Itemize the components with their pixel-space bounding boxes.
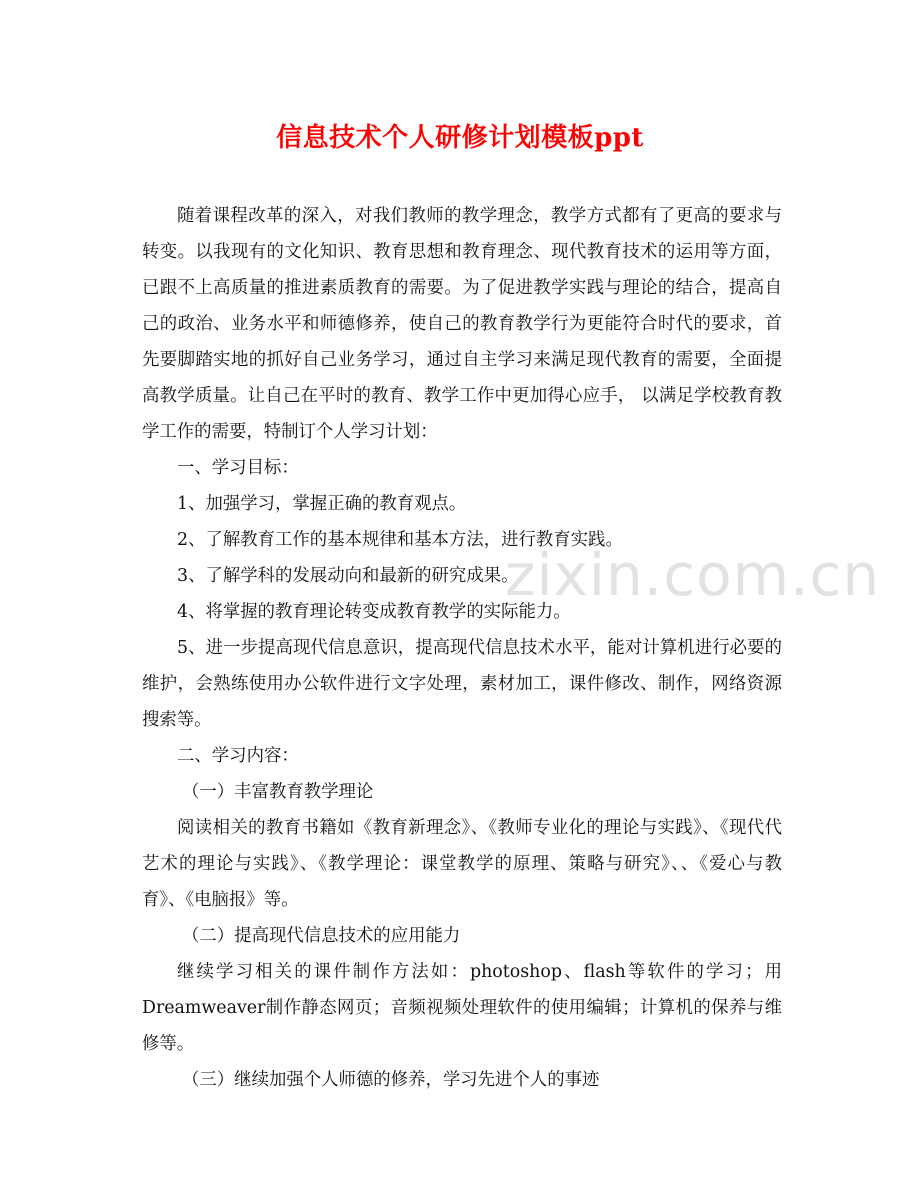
content-paragraph: 阅读相关的教育书籍如《教育新理念》、《教师专业化的理论与实践》、《现代代艺术的理论与实践》、《教学理论：课堂教学的原理、策略与研究》、、《爱心与教育》、《电脑报》等。	[142, 818, 782, 910]
goal-item: 2、了解教育工作的基本规律和基本方法，进行教育实践。	[177, 530, 623, 550]
intro-paragraph: 随着课程改革的深入，对我们教师的教学理念，教学方式都有了更高的要求与转变。以我现有的文化知识、教育思想和教育理念、现代教育技术的运用等方面，已跟不上高质量的推进素质教育的需要。为了促进教学实践与理论的结合，提高自己的政治、业务水平和师德修养，使自己的教育教学行为更能符合时代的要求，首先要脚踏实地的抓好自己业务学习，通过自主学习来满足现代教育的需要，全面提高教学质量。让自己在平时的教育、教学工作中更加得心应手， 以满足学校教育教学工作的需要，特制订个人学习计划：	[142, 206, 782, 442]
document-title: 信息技术个人研修计划模板ppt	[276, 123, 644, 153]
section-heading-content: 二、学习内容：	[177, 746, 299, 766]
goal-item: 1、加强学习，掌握正确的教育观点。	[177, 494, 467, 514]
document-body	[142, 198, 782, 1098]
subsection-heading: （三）继续加强个人师德的修养，学习先进个人的事迹	[182, 1070, 600, 1090]
section-heading-goals: 一、学习目标：	[177, 458, 299, 478]
subsection-heading: （二）提高现代信息技术的应用能力	[182, 926, 461, 946]
subsection-heading: （一）丰富教育教学理论	[182, 782, 374, 802]
goal-item: 3、了解学科的发展动向和最新的研究成果。	[177, 566, 519, 586]
content-paragraph: 继续学习相关的课件制作方法如：photoshop、flash等软件的学习；用Dreamweaver制作静态网页；音频视频处理软件的使用编辑；计算机的保养与维修等。	[142, 962, 782, 1054]
goal-item: 4、将掌握的教育理论转变成教育教学的实际能力。	[177, 602, 571, 622]
goal-item: 5、进一步提高现代信息意识，提高现代信息技术水平，能对计算机进行必要的维护，会熟练使用办公软件进行文字处理，素材加工，课件修改、制作，网络资源搜索等。	[142, 638, 782, 730]
watermark-text: zixin.com.cn	[505, 541, 881, 609]
